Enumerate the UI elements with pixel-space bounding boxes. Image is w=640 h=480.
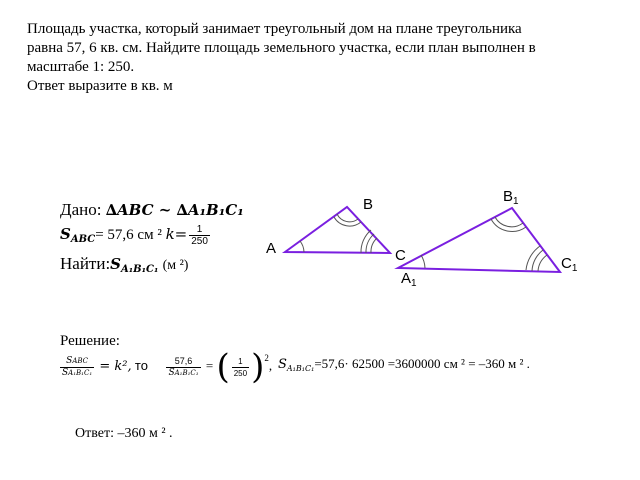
result-subscript: A₁B₁C₁ [286, 364, 315, 373]
area-value: = 57,6 см ² [95, 227, 162, 243]
vertex-label-a1-letter: A [401, 270, 412, 287]
area-subscript: ABC [70, 234, 96, 245]
given-label: Дано: [60, 200, 102, 219]
find-unit: (м ²) [162, 258, 189, 273]
result-symbol: S [278, 357, 287, 372]
vertex-label-a: A [266, 240, 277, 257]
solution-result [278, 356, 530, 373]
vertex-label-c: C [395, 247, 406, 264]
ratio-fraction [60, 356, 94, 379]
similarity-statement: ∆ABC ~ ∆A₁B₁C₁ [105, 201, 244, 219]
vertex-label-a1-sub: 1 [411, 278, 417, 289]
value-den-sub: A₁B₁C₁ [174, 368, 199, 377]
k-label: k= [165, 225, 188, 243]
area-symbol: S [60, 225, 71, 243]
value-numerator: 57,6 [166, 356, 200, 368]
small-angle-c-arc-1 [371, 238, 377, 253]
scale-denominator: 250 [233, 368, 248, 378]
k-denominator: 250 [191, 236, 208, 248]
answer-text: Ответ: ‒360 м ² . [75, 426, 173, 441]
ratio-denominator [60, 368, 94, 379]
equals-sign: = [205, 357, 214, 373]
ratio-num-s: S [66, 355, 73, 366]
value-den-s: S [168, 367, 175, 378]
ratio-num-sub: ABC [72, 356, 88, 365]
small-angle-a-arc [300, 241, 304, 252]
vertex-label-b1 [503, 188, 519, 207]
ratio-den-s: S [62, 367, 69, 378]
vertex-label-c1-letter: C [561, 255, 572, 272]
find-label: Найти: [60, 254, 111, 273]
small-triangle [285, 207, 390, 253]
large-angle-c-arc-1 [538, 255, 547, 271]
right-paren: ) [251, 347, 265, 387]
power: 2 [264, 352, 269, 363]
problem-line-4: Ответ выразите в кв. м [27, 78, 173, 94]
large-angle-a-arc [421, 255, 425, 268]
vertex-label-a1 [401, 270, 417, 289]
left-paren: ( [216, 347, 230, 387]
problem-line-2: равна 57, 6 кв. см. Найдите площадь земельного участка, если план выполнен в [27, 40, 536, 56]
solution-formula [58, 347, 273, 387]
vertex-label-b1-letter: B [503, 188, 514, 205]
vertex-label-b: B [363, 196, 374, 213]
problem-line-1: Площадь участка, который занимает треугольный дом на плане треугольника [27, 21, 522, 37]
problem-line-3: масштабе 1: 250. [27, 59, 135, 75]
vertex-label-c1-sub: 1 [571, 263, 578, 274]
k-squared: = k², [99, 358, 132, 374]
find-symbol: S [110, 255, 122, 273]
then-word: то [134, 357, 148, 373]
vertex-label-c1 [561, 255, 577, 274]
vertex-label-b1-sub: 1 [513, 196, 519, 207]
large-triangle-outline [398, 208, 560, 272]
value-fraction [166, 356, 200, 379]
find-subscript: A₁B₁C₁ [121, 264, 159, 275]
solution-label: Решение: [60, 333, 120, 349]
scale-fraction [232, 356, 249, 379]
value-denominator [166, 368, 200, 379]
ratio-den-sub: A₁B₁C₁ [68, 368, 93, 377]
k-numerator: 1 [189, 224, 210, 236]
scale-numerator: 1 [232, 356, 249, 368]
formula-comma: , [268, 357, 273, 373]
result-text: =57,6· 62500 =3600000 см ² = ‒360 м ² . [314, 356, 530, 371]
ratio-numerator [60, 356, 94, 368]
large-triangle [398, 208, 560, 272]
